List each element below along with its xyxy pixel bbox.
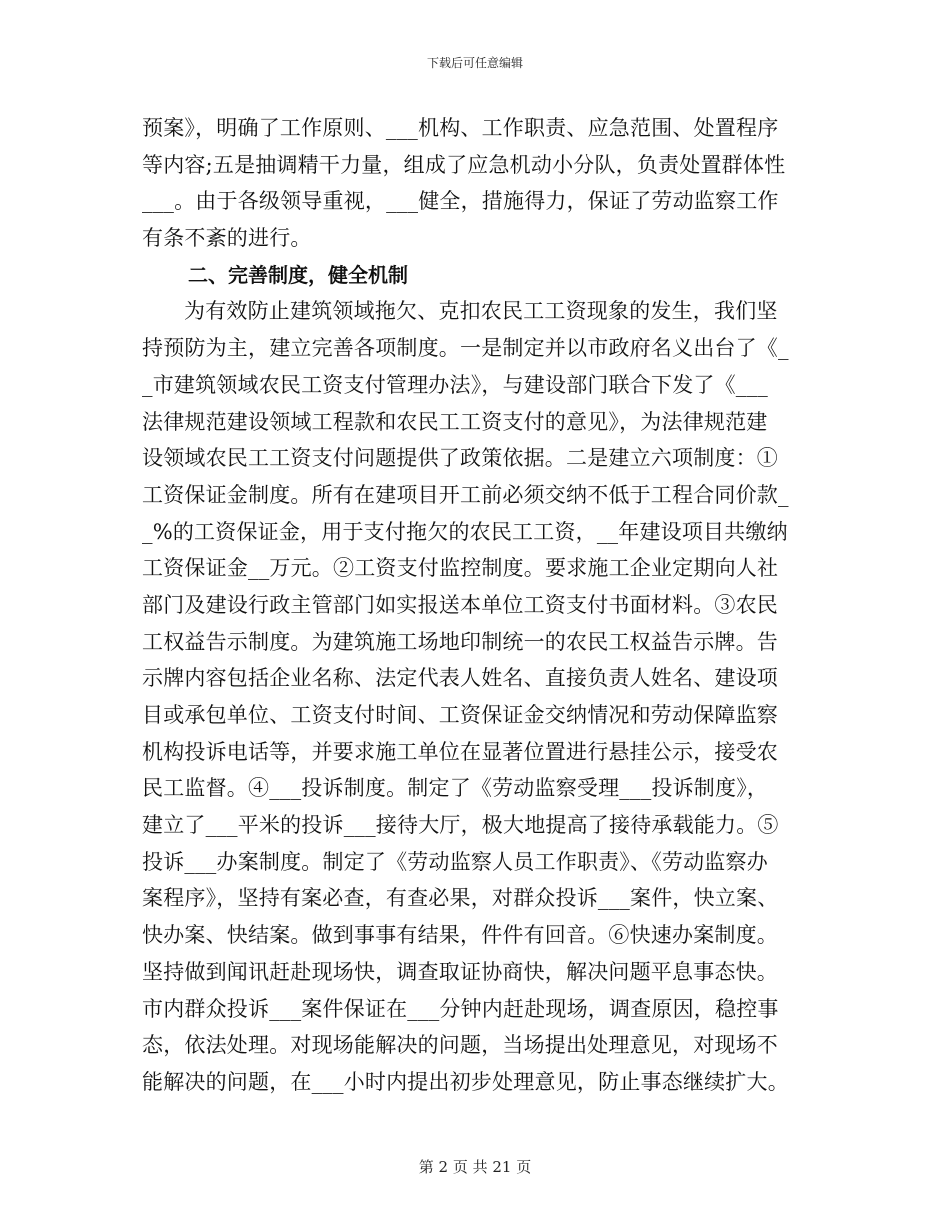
text-line: 为有效防止建筑领域拖欠、克扣农民工工资现象的发生，我们坚 <box>184 299 778 324</box>
section-heading: 二、完善制度，健全机制 <box>188 262 408 287</box>
text-line: _%的工资保证金，用于支付拖欠的农民工工资，__年建设项目共缴纳 <box>142 519 788 544</box>
text-line: 市内群众投诉___案件保证在___分钟内赶赴现场，调查原因，稳控事 <box>142 996 779 1021</box>
text-line: 等内容;五是抽调精干力量，组成了应急机动小分队，负责处置群体性 <box>142 152 786 177</box>
text-line: 能解决的问题，在___小时内提出初步处理意见，防止事态继续扩大。 <box>142 1069 789 1094</box>
text-line: 有条不紊的进行。 <box>142 226 312 251</box>
text-line: 工权益告示制度。为建筑施工场地印制统一的农民工权益告示牌。告 <box>142 629 778 654</box>
paragraph-1 <box>142 110 808 257</box>
text-line: 态，依法处理。对现场能解决的问题，当场提出处理意见，对现场不 <box>142 1033 778 1058</box>
text-line: 案程序》，坚持有案必查，有查必果，对群众投诉___案件，快立案、 <box>142 886 779 911</box>
text-line: 机构投诉电话等，并要求施工单位在显著位置进行悬挂公示，接受农 <box>142 739 778 764</box>
text-line: 投诉___办案制度。制定了《劳动监察人员工作职责》、《劳动监察办 <box>142 849 768 874</box>
text-line: 法律规范建设领域工程款和农民工工资支付的意见》，为法律规范建 <box>142 409 768 434</box>
page-header: 下载后可任意编辑 <box>426 56 523 70</box>
text-line: _市建筑领域农民工资支付管理办法》，与建设部门联合下发了《___ <box>142 372 768 397</box>
text-line: 部门及建设行政主管部门如实报送本单位工资支付书面材料。③农民 <box>142 592 778 617</box>
text-line: 工资保证金制度。所有在建项目开工前必须交纳不低于工程合同价款_ <box>142 482 789 507</box>
text-line: 目或承包单位、工资支付时间、工资保证金交纳情况和劳动保障监察 <box>142 703 778 727</box>
text-line: 建立了___平米的投诉___接待大厅，极大地提高了接待承载能力。⑤ <box>142 813 779 838</box>
text-line: 民工监督。④___投诉制度。制定了《劳动监察受理___投诉制度》， <box>142 776 769 801</box>
text-line: 坚持做到闻讯赶赴现场快，调查取证协商快，解决问题平息事态快。 <box>142 959 778 984</box>
text-line: 预案》，明确了工作原则、___机构、工作职责、应急范围、处置程序 <box>142 116 779 140</box>
page-footer: 第 2 页 共 21 页 <box>418 1158 532 1176</box>
text-line: 快办案、快结案。做到事事有结果，件件有回音。⑥快速办案制度。 <box>142 923 778 948</box>
text-line: 工资保证金__万元。②工资支付监控制度。要求施工企业定期向人社 <box>142 556 779 581</box>
text-line: ___。由于各级领导重视，___健全，措施得力，保证了劳动监察工作 <box>142 189 779 214</box>
document-body <box>142 110 808 1101</box>
text-line: 持预防为主，建立完善各项制度。一是制定并以市政府名义出台了《_ <box>142 336 789 361</box>
paragraph-2 <box>142 293 808 1100</box>
text-line: 设领域农民工工资支付问题提供了政策依据。二是建立六项制度：① <box>142 446 778 471</box>
text-line: 示牌内容包括企业名称、法定代表人姓名、直接负责人姓名、建设项 <box>142 666 778 691</box>
